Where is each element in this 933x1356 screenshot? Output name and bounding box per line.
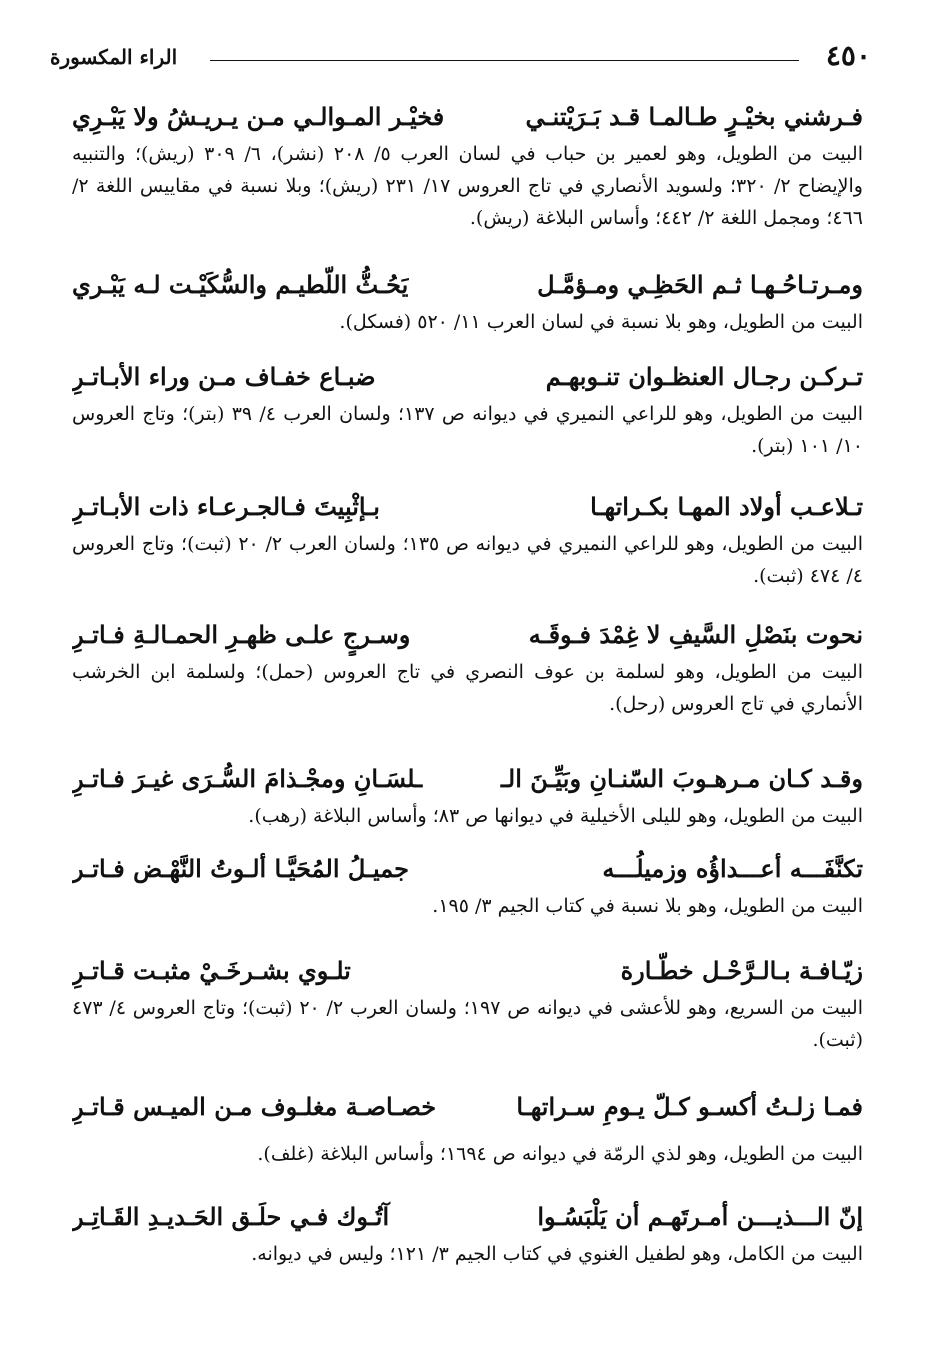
verse-line (72, 1086, 863, 1128)
verse-line (72, 758, 863, 800)
verse-entry (72, 1196, 863, 1270)
first-hemistich: تكنَّفَـــه أعـــداؤُه وزميلُـــه (602, 854, 863, 883)
second-hemistich: ـلسَـانِ ومجْـذامَ السُّـرَى غيـرَ فـاتـرِ (72, 764, 423, 793)
second-hemistich: فخيْـر المـوالـي مـن يـريـشُ ولا يَبْـرِي (72, 102, 445, 131)
first-hemistich: تـركـن رجـال العنظـوان تنـوبهـم (545, 362, 863, 391)
verse-line (72, 356, 863, 398)
verse-entry (72, 264, 863, 338)
first-hemistich: ومـرتـاحُـهـا ثـم الحَظِـي ومـؤمَّـل (537, 270, 863, 299)
verse-line (72, 848, 863, 890)
first-hemistich: وقـد كـان مـرهـوبَ السّنـانِ وبَيِّـنَ الـ (500, 764, 863, 793)
first-hemistich: إنّ الـــذيـــن أمـرتَهـم أن يَلْبَسُـوا (537, 1202, 863, 1231)
verse-entry (72, 356, 863, 462)
verse-commentary: البيت من الطويل، وهو بلا نسبة في لسان العرب ١١/ ٥٢٠ (فسكل). (339, 311, 863, 333)
second-hemistich: آتُـوك فـي حلَـق الحَـديـدِ القَـاتِـر (72, 1202, 390, 1231)
second-hemistich: وسـرجٍ علـى ظهـرِ الحمـالـةِ فـاتـرِ (72, 620, 411, 649)
verse-commentary: البيت من الطويل، وهو بلا نسبة في كتاب الجيم ٣/ ١٩٥. (432, 895, 863, 917)
first-hemistich: نحوت بنَصْلِ السَّيفِ لا غِمْدَ فـوقَـه (528, 620, 863, 649)
second-hemistich: جميـلُ المُحَيَّـا ألـوتُ النَّهْـض فـاتـر (72, 854, 410, 883)
verse-entry (72, 1086, 863, 1170)
second-hemistich: تلـوي بشـرخَـيْ مثبـت قـاتـرِ (72, 956, 351, 985)
first-hemistich: فمـا زلـتُ أكسـو كـلّ يـومِ سـراتهـا (516, 1092, 863, 1121)
second-hemistich: خصـاصـة مغلـوف مـن الميـس قـاتـرِ (72, 1092, 437, 1121)
verse-commentary: البيت من الطويل، وهو لعمير بن حباب في لسان العرب ٥/ ٢٠٨ (نشر)، ٦/ ٣٠٩ (ريش)؛ والتنبيه والإيضاح ٢/ ٣٢٠؛ ولسويد الأنصاري في تاج العروس ١٧/ ٢٣١ (ريش)؛ وبلا نسبة في مقاييس اللغة ٢/ ٤٦٦؛ ومجمل اللغة ٢/ ٤٤٢؛ وأساس البلاغة (ريش). (72, 143, 863, 229)
second-hemistich: يَحُـثُّ اللّطيـم والسُّكَيْـت لـه يَبْـري (72, 270, 409, 299)
first-hemistich: تـلاعـب أولاد المهـا بكـراتهـا (590, 492, 863, 521)
verse-commentary: البيت من الكامل، وهو لطفيل الغنوي في كتاب الجيم ٣/ ١٢١؛ وليس في ديوانه. (251, 1243, 863, 1265)
verse-entry (72, 614, 863, 720)
verse-commentary: البيت من الطويل، وهو للراعي النميري في ديوانه ص ١٣٧؛ ولسان العرب ٤/ ٣٩ (بتر)؛ وتاج العروس ١٠/ ١٠١ (بتر). (72, 403, 864, 457)
first-hemistich: فـرشني بخيْـرٍ طـالمـا قـد بَـرَيْتنـي (525, 102, 863, 131)
verse-line (72, 264, 863, 306)
verse-line (72, 486, 863, 528)
running-title: الراء المكسورة (50, 45, 178, 69)
first-hemistich: زيّـافـة بـالـرَّحْـل خطّـارة (620, 956, 863, 985)
page-header (50, 36, 871, 76)
verse-entry (72, 950, 863, 1056)
second-hemistich: بـإثْبِيتَ فـالجـرعـاء ذات الأبـاتـرِ (72, 492, 380, 521)
verse-commentary: البيت من الطويل، وهو لليلى الأخيلية في ديوانها ص ٨٣؛ وأساس البلاغة (رهب). (248, 805, 863, 827)
verse-line (72, 1196, 863, 1238)
verse-entry (72, 486, 863, 592)
verse-commentary: البيت من السريع، وهو للأعشى في ديوانه ص ١٩٧؛ ولسان العرب ٢/ ٢٠ (ثبت)؛ وتاج العروس ٤/ ٤٧٣ (ثبت). (72, 997, 863, 1051)
verse-commentary: البيت من الطويل، وهو للراعي النميري في ديوانه ص ١٣٥؛ ولسان العرب ٢/ ٢٠ (ثبت)؛ وتاج العروس ٤/ ٤٧٤ (ثبت). (72, 533, 864, 587)
verse-commentary: البيت من الطويل، وهو لسلمة بن عوف النصري في تاج العروس (حمل)؛ ولسلمة ابن الخرشب الأنماري في تاج العروس (رحل). (72, 661, 863, 715)
verse-commentary: البيت من الطويل، وهو لذي الرمّة في ديوانه ص ١٦٩٤؛ وأساس البلاغة (غلف). (257, 1143, 863, 1165)
verse-entry (72, 96, 863, 234)
page-number: ٤٥٠ (825, 39, 871, 72)
second-hemistich: ضبـاع خفـاف مـن وراء الأبـاتـرِ (72, 362, 376, 391)
verse-line (72, 96, 863, 138)
header-rule (210, 60, 799, 61)
verse-line (72, 614, 863, 656)
verse-entry (72, 848, 863, 922)
verse-line (72, 950, 863, 992)
verse-entry (72, 758, 863, 832)
